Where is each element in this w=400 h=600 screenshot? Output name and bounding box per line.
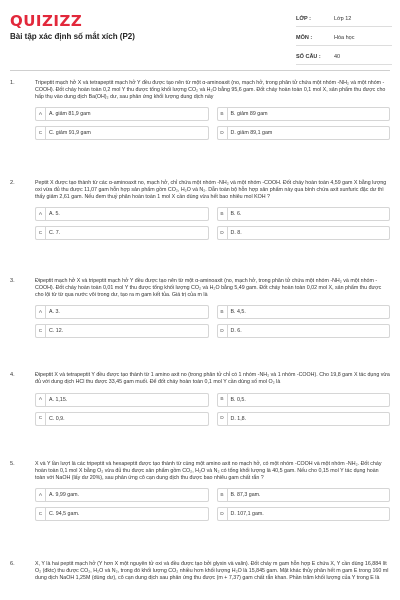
question-4 [10, 372, 390, 426]
option-letter: C [36, 508, 46, 520]
option-a[interactable] [35, 107, 209, 121]
option-b[interactable] [217, 393, 391, 407]
question-text: Đipeptit X và tetrapeptit Y đều được tạo thành từ 1 amino axit no (trong phân tử chỉ có 1 nhóm -NH₂ và 1 nhóm -COOH). Cho 19,8 gam X tác dụng vừa đủ với dung dịch HCl thu được 33,45 gam muối. Để đốt cháy hoàn toàn 0,1 mol Y cần dùng số mol O₂ là [35, 372, 390, 385]
meta-key: LỚP : [296, 16, 311, 22]
header-divider [10, 70, 390, 71]
meta-row-count [296, 50, 392, 65]
question-number: 2. [10, 180, 15, 186]
option-letter: C [36, 127, 46, 139]
meta-row-class [296, 12, 392, 27]
option-d[interactable] [217, 226, 391, 240]
option-text: A. 3. [49, 309, 60, 316]
option-text: D. 107,1 gam. [230, 511, 264, 518]
question-number: 1. [10, 80, 15, 86]
question-1 [10, 80, 390, 140]
option-letter: B [218, 394, 228, 406]
option-text: D. 1,8. [230, 415, 247, 422]
option-b[interactable] [217, 107, 391, 121]
question-number: 4. [10, 372, 15, 378]
question-5 [10, 461, 390, 521]
option-d[interactable] [217, 507, 391, 521]
option-letter: B [218, 108, 228, 120]
question-text: X và Y lần lượt là các tripeptit và hexapeptit được tạo thành từ cùng một amino axit no mạch hở, có một nhóm -COOH và một nhóm -NH₂. Đốt cháy hoàn toàn 0,1 mol X bằng O₂ vừa đủ thu được sản phẩm gồm CO₂, H₂O và N₂ có tổng khối lượng là 40,5 gam. Nếu cho 0,15 mol Y tác dụng hoàn toàn với NaOH (lấy dư 20%), sau phản ứng cô cạn dung dịch thu được bao nhiêu gam chất rắn ? [35, 461, 382, 481]
question-text: X, Y là hai peptit mạch hở (Y hơn X một nguyên tử oxi và đều được tạo bởi glyxin và valin). Đốt cháy m gam hỗn hợp E chứa X, Y cần dùng 16,884 lít O₂ (đktc) thu được CO₂, H₂O và N₂, trong đó khối lượng CO₂ nhiều hơn khối lượng H₂O là 15,845 gam. Mặt khác thủy phân hết m gam E trong 160 ml dung dịch NaOH 1,25M (dùng dư), cô cạn dung dịch sau phản ứng thu được (m + 7,37) gam chất rắn khan. Phần trăm khối lượng của Y trong E là [35, 561, 389, 581]
option-letter: C [36, 413, 46, 425]
option-c[interactable] [35, 507, 209, 521]
option-text: A. 5. [49, 211, 60, 218]
option-text: B. 87,3 gam. [230, 492, 261, 499]
option-a[interactable] [35, 393, 209, 407]
question-6 [10, 561, 390, 581]
option-d[interactable] [217, 126, 391, 140]
options-grid [35, 305, 390, 338]
option-b[interactable] [217, 488, 391, 502]
meta-value: Hóa học [334, 35, 355, 41]
option-c[interactable] [35, 324, 209, 338]
meta-key: MÔN : [296, 35, 313, 41]
option-c[interactable] [35, 412, 209, 426]
option-letter: B [218, 208, 228, 220]
option-text: B. 6. [230, 211, 242, 218]
meta-value: Lớp 12 [334, 16, 352, 22]
option-text: B. giảm 89 gam [230, 111, 268, 118]
option-b[interactable] [217, 207, 391, 221]
options-grid [35, 488, 390, 521]
option-letter: A [36, 394, 46, 406]
option-c[interactable] [35, 126, 209, 140]
option-text: B. 0,5. [230, 396, 246, 403]
option-text: C. 12. [49, 328, 64, 335]
question-text: Tripeptit mạch hở X và tetrapeptit mạch hở Y đều được tạo nên từ một α-aminoaxit (no, mạch hở, trong phân tử chứa một nhóm -NH₂ và một nhóm -COOH). Đốt cháy hoàn toàn 0,2 mol Y thu được tổng khối lượng CO₂ và H₂O bằng 95,6 gam. Đốt cháy hoàn toàn 0,1 mol X, sản phẩm thu được cho hấp thụ vào dung dịch Ba(OH)₂ dư, sau phản ứng khối lượng dung dịch này [35, 80, 386, 100]
option-text: A. 1,15. [49, 396, 68, 403]
question-2 [10, 180, 390, 240]
page-title: Bài tập xác định số mắt xích (P2) [10, 32, 135, 41]
option-d[interactable] [217, 324, 391, 338]
option-letter: D [218, 413, 228, 425]
option-text: A. giảm 81,9 gam [49, 111, 91, 118]
option-text: B. 4,5. [230, 309, 246, 316]
question-3 [10, 278, 390, 338]
option-letter: B [218, 306, 228, 318]
option-letter: C [36, 325, 46, 337]
option-letter: A [36, 489, 46, 501]
option-letter: A [36, 306, 46, 318]
option-d[interactable] [217, 412, 391, 426]
option-text: D. giảm 89,1 gam [230, 130, 273, 137]
question-number: 6. [10, 561, 15, 567]
option-text: C. 94,5 gam. [49, 511, 80, 518]
option-a[interactable] [35, 488, 209, 502]
option-a[interactable] [35, 207, 209, 221]
option-text: C. 7. [49, 230, 61, 237]
option-text: D. 8. [230, 230, 242, 237]
option-letter: A [36, 108, 46, 120]
option-letter: C [36, 227, 46, 239]
question-number: 5. [10, 461, 15, 467]
option-letter: B [218, 489, 228, 501]
option-text: C. 0,9. [49, 415, 65, 422]
meta-key: SỐ CÂU : [296, 54, 321, 60]
question-text: Peptit X được tạo thành từ các α-aminoaxit no, mạch hở, chỉ chứa một nhóm -NH₂ và một nhóm -COOH. Đốt cháy hoàn toàn 4,59 gam X bằng lượng oxi vừa đủ thu được 11,07 gam hỗn hợp sản phẩm gồm CO₂, H₂O và N₂. Dẫn toàn bộ hỗn hợp sản phẩm này qua bình chứa axit sunfuric đặc dư thì thấy giảm 2,61 gam. Nếu đem thuỷ phân hoàn toàn 1 mol X cần dùng vừa hết bao nhiêu mol KOH ? [35, 180, 387, 200]
option-b[interactable] [217, 305, 391, 319]
option-letter: D [218, 325, 228, 337]
option-text: D. 6. [230, 328, 242, 335]
option-c[interactable] [35, 226, 209, 240]
option-letter: D [218, 127, 228, 139]
option-letter: A [36, 208, 46, 220]
option-a[interactable] [35, 305, 209, 319]
option-text: C. giảm 91,9 gam [49, 130, 91, 137]
meta-row-subject [296, 31, 392, 46]
question-text: Đipeptit mạch hở X và tripeptit mạch hở Y đều được tạo nên từ một α-aminoaxit (no, mạch hở, trong phân tử chứa một nhóm -NH₂ và một nhóm -COOH). Đốt cháy hoàn toàn 0,01 mol Y thu được tổng khối lượng CO₂ và H₂O bằng 5,49 gam. Đốt cháy hoàn toàn 0,02 mol X, sản phẩm thu được cho lội từ từ qua nước vôi trong dư, tạo ra m gam kết tủa. Giá trị của m là [35, 278, 382, 298]
option-text: A. 9,99 gam. [49, 492, 80, 499]
question-number: 3. [10, 278, 15, 284]
meta-panel [296, 12, 392, 69]
options-grid [35, 207, 390, 240]
options-grid [35, 393, 390, 426]
option-letter: D [218, 508, 228, 520]
options-grid [35, 107, 390, 140]
option-letter: D [218, 227, 228, 239]
meta-value: 40 [334, 54, 341, 60]
quizizz-logo: QUIZIZZ [10, 12, 83, 30]
